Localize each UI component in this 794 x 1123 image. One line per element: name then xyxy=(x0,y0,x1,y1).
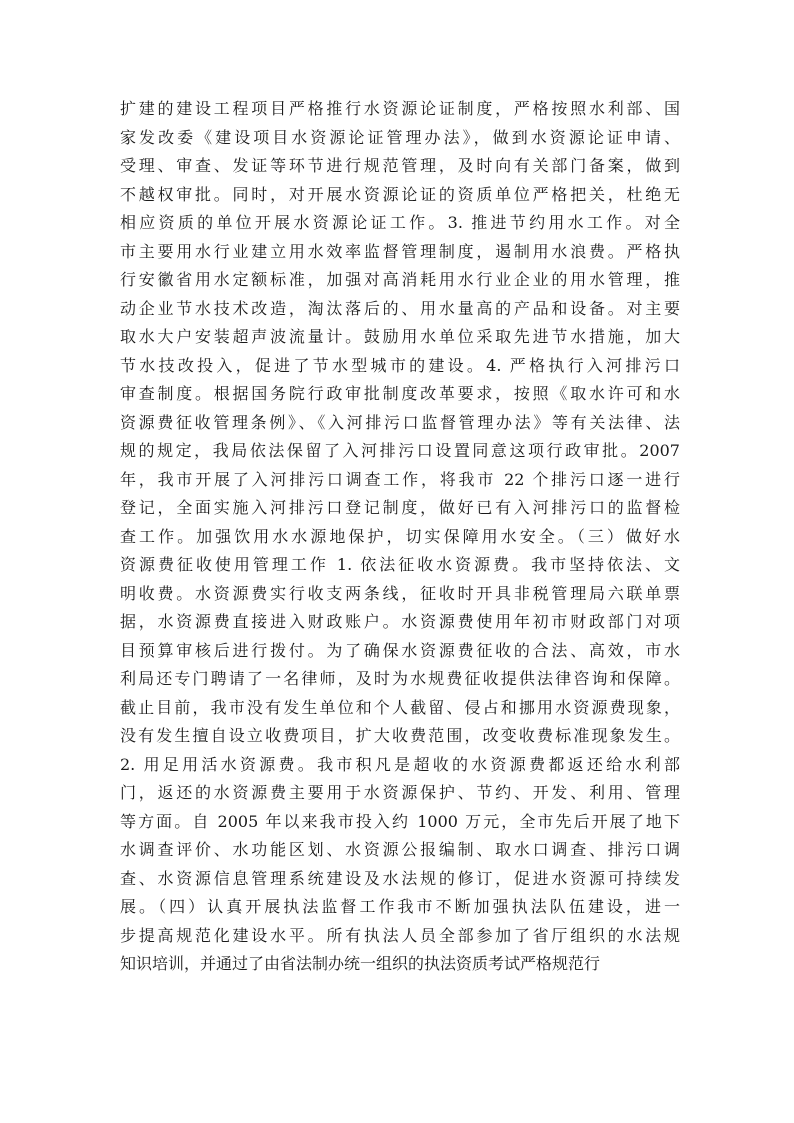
text-line: 知识培训，并通过了由省法制办统一组织的执法资质考试严格规范行 xyxy=(120,954,601,973)
text-line: 年，我市开展了入河排污口调查工作，将我市 22 个排污口逐一进行 xyxy=(120,469,680,489)
text-line: 家发改委《建设项目水资源论证管理办法》，做到水资源论证申请、 xyxy=(120,127,680,147)
text-line: 步提高规范化建设水平。所有执法人员全部参加了省厅组织的水法规 xyxy=(120,925,680,945)
text-line: 等方面。自 2005 年以来我市投入约 1000 万元，全市先后开展了地下 xyxy=(120,811,680,831)
text-line: 取水大户安装超声波流量计。鼓励用水单位采取先进节水措施，加大 xyxy=(120,327,680,346)
text-line: 审查制度。根据国务院行政审批制度改革要求，按照《取水许可和水 xyxy=(120,384,680,403)
body-text xyxy=(120,95,680,979)
text-line: 行安徽省用水定额标准，加强对高消耗用水行业企业的用水管理，推 xyxy=(120,270,680,289)
text-line: 利局还专门聘请了一名律师，及时为水规费征收提供法律咨询和保障。 xyxy=(120,669,680,688)
text-line: 据，水资源费直接进入财政账户。水资源费使用年初市财政部门对项 xyxy=(120,612,680,631)
text-line: 明收费。水资源费实行收支两条线，征收时开具非税管理局六联单票 xyxy=(120,583,680,603)
text-line: 查、水资源信息管理系统建设及水法规的修订，促进水资源可持续发 xyxy=(120,868,680,888)
text-line: 市主要用水行业建立用水效率监督管理制度，遏制用水浪费。严格执 xyxy=(120,241,680,261)
text-line: 不越权审批。同时，对开展水资源论证的资质单位严格把关，杜绝无 xyxy=(120,184,680,204)
text-line: 扩建的建设工程项目严格推行水资源论证制度，严格按照水利部、国 xyxy=(120,99,680,118)
text-line: 目预算审核后进行拨付。为了确保水资源费征收的合法、高效，市水 xyxy=(120,640,680,660)
text-line: 资源费征收管理条例》、《入河排污口监督管理办法》等有关法律、法 xyxy=(120,412,680,432)
text-line: 资源费征收使用管理工作 1. 依法征收水资源费。我市坚持依法、文 xyxy=(120,555,680,574)
text-line: 动企业节水技术改造，淘汰落后的、用水量高的产品和设备。对主要 xyxy=(120,298,680,318)
text-line: 受理、审查、发证等环节进行规范管理，及时向有关部门备案，做到 xyxy=(120,156,680,175)
text-line: 节水技改投入，促进了节水型城市的建设。4. 严格执行入河排污口 xyxy=(120,355,680,375)
text-line: 展。（四）认真开展执法监督工作我市不断加强执法队伍建设，进一 xyxy=(120,897,680,916)
text-line: 水调查评价、水功能区划、水资源公报编制、取水口调查、排污口调 xyxy=(120,840,680,859)
text-line: 查工作。加强饮用水水源地保护，切实保障用水安全。（三）做好水 xyxy=(120,526,680,546)
text-line: 没有发生擅自设立收费项目，扩大收费范围，改变收费标准现象发生。 xyxy=(120,726,680,745)
text-line: 门，返还的水资源费主要用于水资源保护、节约、开发、利用、管理 xyxy=(120,783,680,802)
text-line: 相应资质的单位开展水资源论证工作。3. 推进节约用水工作。对全 xyxy=(120,213,680,232)
text-line: 规的规定，我局依法保留了入河排污口设置同意这项行政审批。2007 xyxy=(120,441,680,460)
text-line: 截止目前，我市没有发生单位和个人截留、侵占和挪用水资源费现象， xyxy=(120,697,680,717)
text-line: 登记，全面实施入河排污口登记制度，做好已有入河排污口的监督检 xyxy=(120,498,680,517)
text-line: 2. 用足用活水资源费。我市积凡是超收的水资源费都返还给水利部 xyxy=(120,754,680,774)
